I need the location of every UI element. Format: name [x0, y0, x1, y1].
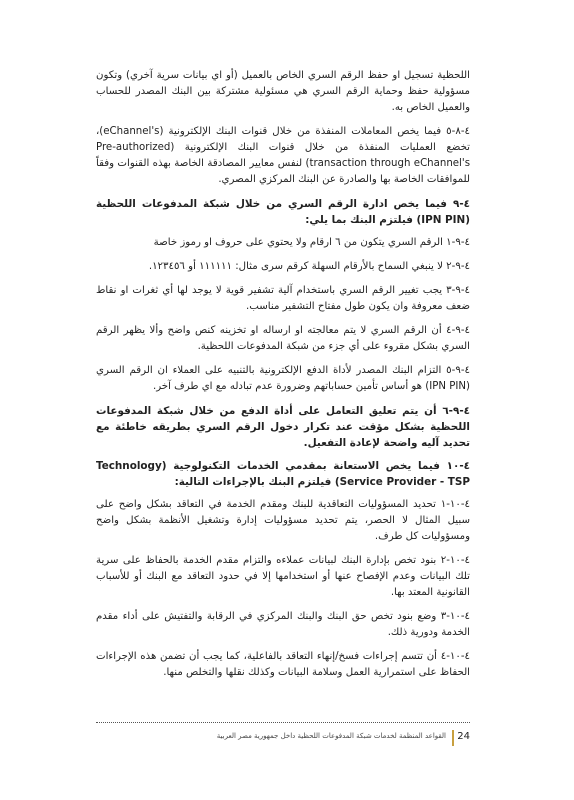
paragraph-4-9-4: ٤-٩-٤ أن الرقم السري لا يتم معالجته او ارساله او تخزينه كنص واضح وألا يظهر الرقم السري بشكل مقروء على أي جزء من شبكة المدفوعات اللحظية.: [96, 325, 470, 352]
paragraph-4-10-4: ٤-١٠-٤ أن تتسم إجراءات فسخ/إنهاء التعاقد بالفاعلية، كما يجب أن تضمن هذه الإجراءات الحفاظ على استمرارية العمل وسلامة البيانات وكذلك نقلها والتخلص منها.: [96, 651, 470, 678]
paragraph-intro: اللحظية تسجيل او حفظ الرقم السري الخاص بالعميل (أو اي بيانات سرية آخري) وتكون مسؤولية حفظ وحماية الرقم السري هي مسئولية مشتركة بين البنك المصدر للحساب والعميل الخاص به.: [96, 70, 470, 113]
footer-title: القواعد المنظمة لخدمات شبكة المدفوعات اللحظية داخل جمهورية مصر العربية: [216, 732, 446, 740]
paragraph-4-8-5: ٤-٨-٥ فيما يخص المعاملات المنفذة من خلال قنوات البنك الإلكترونية (eChannel's)، تخضع العمليات المنفذة من خلال قنوات البنك الإلكترونية (Pre-authorized transaction through eChannel's) لنفس معايير المصادقة الخاصة بهذه القنوات وفقاً للموافقات الخاصة بها والصادرة عن البنك المركزي المصري.: [96, 126, 470, 185]
paragraph-4-9-5: ٤-٩-٥ التزام البنك المصدر لأداة الدفع الإلكترونية بالتنبيه على العملاء ان الرقم السري (IPN PIN) هو أساس تأمين حساباتهم وضرورة عدم تبادله مع اي طرف آخر.: [96, 365, 470, 392]
footer-accent-bar: [452, 730, 454, 746]
paragraph-4-10-2: ٤-١٠-٢ بنود تخص بإدارة البنك لبيانات عملاءه والتزام مقدم الخدمة بالحفاظ على سرية تلك البيانات وعدم الإفصاح عنها أو استخدامها إلا في حدود التعاقد مع البنك أو للأسباب القانونية المعتد بها.: [96, 555, 470, 598]
paragraph-4-10-3: ٤-١٠-٣ وضع بنود تخص حق البنك والبنك المركزي في الرقابة والتفتيش على أداء مقدم الخدمة ودورية ذلك.: [96, 611, 470, 638]
page-body: [96, 68, 470, 689]
paragraph-4-10-1: ٤-١٠-١ تحديد المسؤوليات التعاقدية للبنك ومقدم الخدمة في التعاقد بشكل واضح على سبيل المثال لا الحصر، يتم تحديد مسؤوليات إدارة وتشغيل الأنظمة بشكل واضح ومسؤوليات كل طرف.: [96, 499, 470, 542]
heading-4-10: ٤-١٠ فيما يخص الاستعانة بمقدمي الخدمات التكنولوجية (Technology Service Provider - TSP) فيلتزم البنك بالإجراءات التالية:: [96, 460, 470, 488]
heading-4-9: ٤-٩ فيما يخص ادارة الرقم السري من خلال شبكة المدفوعات اللحظية (IPN PIN) فيلتزم البنك بما يلي:: [96, 198, 470, 226]
paragraph-4-9-3: ٤-٩-٣ يجب تغيير الرقم السري باستخدام آلية تشفير قوية لا يوجد لها أي ثغرات او نقاط ضعف معروفة وان يكون طول مفتاح التشفير مناسب.: [96, 285, 470, 312]
paragraph-4-9-2: ٤-٩-٢ لا ينبغي السماح بالأرقام السهلة كرقم سرى مثال: ١١١١١١ أو ١٢٣٤٥٦.: [148, 261, 470, 272]
footer-divider: [96, 722, 470, 723]
paragraph-4-9-1: ٤-٩-١ الرقم السري يتكون من ٦ ارقام ولا يحتوي على حروف او رموز خاصة: [153, 237, 470, 248]
page-footer: [96, 730, 470, 746]
paragraph-4-9-6: ٤-٩-٦ أن يتم تعليق التعامل على أداة الدفع من خلال شبكة المدفوعات اللحظية بشكل مؤقت عند تكرار دخول الرقم السري بطريقه خاطئة مع تحديد آليه واضحة لإعادة التفعيل.: [96, 405, 470, 449]
page-number: 24: [457, 731, 470, 742]
